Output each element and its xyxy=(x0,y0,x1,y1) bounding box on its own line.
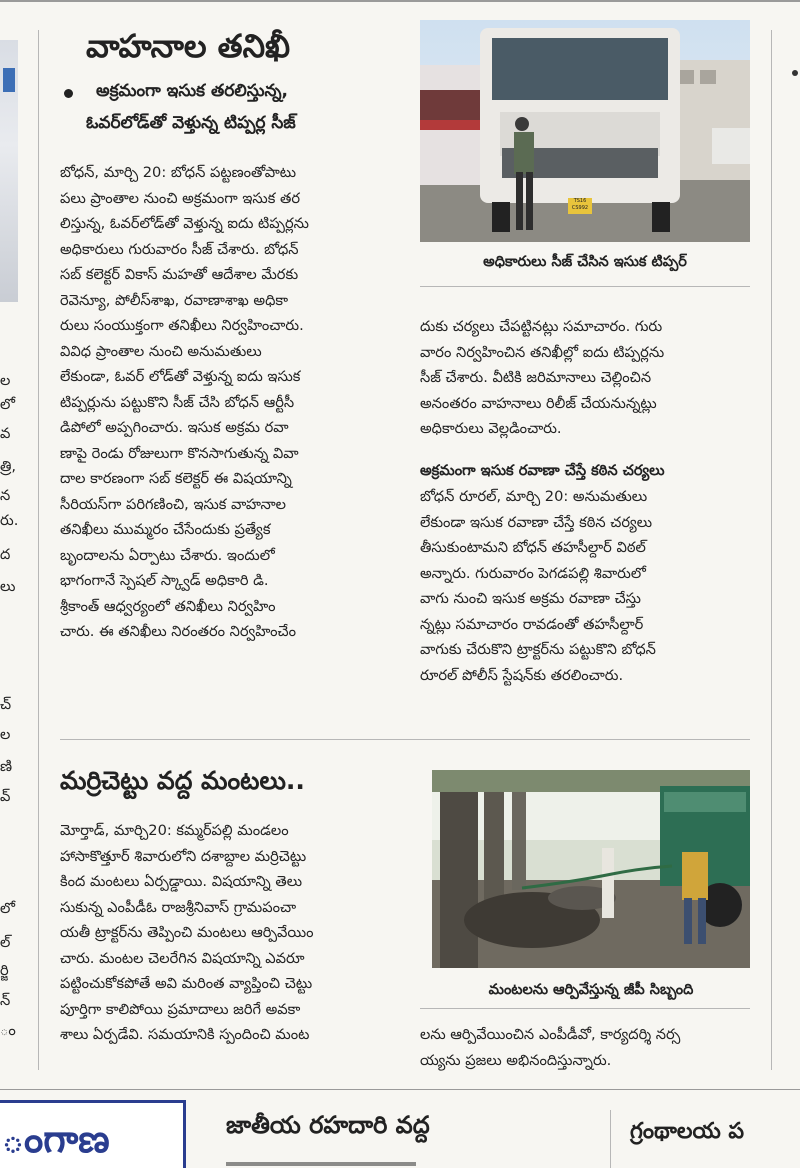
main-story-col2-b: బోధన్ రూరల్, మార్చి 20: అనుమతులు లేకుండా ఇసుక రవాణా చేస్తే కఠిన చర్యలు తీసుకుంటామని బోధన్ తహసీల్దార్ విఠల్ అన్నారు. గురువారం పెగడపల్లి శివారులో వాగు నుంచి ఇసుక అక్రమ రవాణా చేస్తు న్నట్లు సమాచారం రావడంతో తహసీల్దార్ వాగుకు చేరుకొని ట్రాక్టర్‌ను పట్టుకొని బోధన్ రూరల్ పోలీస్ స్టేషన్‌కు తరలించారు. xyxy=(420,488,656,684)
top-rule xyxy=(0,0,800,2)
left-fragment: ణి xyxy=(0,758,13,775)
tipper-photo-caption: అధికారులు సీజ్ చేసిన ఇసుక టిప్పర్ xyxy=(483,254,687,270)
left-fragment: ల్ xyxy=(0,934,11,951)
left-fragment: రు. xyxy=(0,512,19,529)
banyan-fire-illustration xyxy=(432,770,750,968)
caption-rule xyxy=(420,286,750,287)
left-fragment: త్రి, xyxy=(0,458,17,475)
left-fragment: వ్ xyxy=(0,788,11,805)
left-fragment: ద xyxy=(0,546,11,563)
masthead-logo xyxy=(0,1100,186,1168)
column-rule-right xyxy=(771,30,772,1070)
story-separator xyxy=(60,739,750,740)
banyan-fire-photo xyxy=(432,770,750,968)
fire-photo-caption: మంటలను ఆర్పివేస్తున్న జీపీ సిబ్బంది xyxy=(488,982,694,998)
left-fragment: న xyxy=(0,487,11,504)
column-rule-left xyxy=(38,30,39,1070)
left-fragment: న్ xyxy=(0,992,11,1009)
bottom-headline-mid-clipped-line xyxy=(226,1152,426,1168)
truck-plate: TS16 CS992 xyxy=(571,198,589,211)
tipper-truck-photo xyxy=(420,20,750,242)
right-clipped-column xyxy=(790,30,800,1070)
left-fragment: వ xyxy=(0,425,11,442)
left-fragment: చ్ xyxy=(0,696,12,713)
bottom-separator xyxy=(0,1089,800,1090)
bottom-headline-mid: జాతీయ రహదారి వద్ద xyxy=(226,1111,430,1139)
left-fragment: లో xyxy=(0,396,16,413)
masthead-logo-text: ంగాణ xyxy=(2,1117,110,1161)
second-story-body: మోర్తాడ్, మార్చి20: కమ్మర్‌పల్లి మండలం హాసాకొత్తూర్ శివారులోని దశాబ్దాల మర్రిచెట్టు కింద మంటలు ఏర్పడ్డాయి. విషయాన్ని తెలు సుకున్న ఎంపీడీఓ రాజశ్రీనివాస్ గ్రామపంచా యతీ ట్రాక్టర్‌ను తెప్పించి మంటలు ఆర్పివేయిం చారు. మంటల చెలరేగిన విషయాన్ని ఎవరూ పట్టించుకోకపోతే అవి మరింత వ్యాప్తించి చెట్టు పూర్తిగా కాలిపోయి ప్రమాదాలు జరిగే అవకా శాలు ఏర్పడేవి. సమయానికి స్పందించి మంట xyxy=(60,822,314,1043)
left-clipped-photo xyxy=(0,40,18,302)
left-fragment: లు xyxy=(0,578,16,595)
left-fragment: ర్జి xyxy=(0,962,9,979)
bullet-line: అక్రమంగా ఇసుక తరలిస్తున్న, xyxy=(96,81,289,101)
bullet-dot-icon xyxy=(64,89,73,98)
left-fragment: ల xyxy=(0,372,11,389)
main-story-subhead: అక్రమంగా ఇసుక రవాణా చేస్తే కఠిన చర్యలు xyxy=(420,462,665,479)
main-headline: వాహనాల తనిఖీ xyxy=(86,27,291,65)
left-fragment: లో xyxy=(0,900,16,917)
second-headline: మర్రిచెట్టు వద్ద మంటలు.. xyxy=(60,766,305,795)
left-fragment: ల xyxy=(0,726,11,743)
main-story-col1: బోధన్, మార్చి 20: బోధన్ పట్టణంతోపాటు పలు ప్రాంతాల నుంచి అక్రమంగా ఇసుక తర లిస్తున్న, ఓవర్‌లోడ్‌తో వెళ్తున్న ఐదు టిప్పర్లను అధికారులు గురువారం సీజ్ చేశారు. బోధన్ సబ్ కలెక్టర్ వికాస్ మహతో ఆదేశాల మేరకు రెవెన్యూ, పోలీస్‌శాఖ, రవాణాశాఖ అధికా రులు సంయుక్తంగా తనిఖీలు నిర్వహించారు. వివిధ ప్రాంతాల నుంచి అనుమతులు లేకుండా, ఓవర్ లోడ్‌తో వెళ్తున్న ఐదు ఇసుక టిప్పర్లును పట్టుకొని సీజ్ చేసి బోధన్ ఆర్టీసీ డిపోలో అప్పగించారు. ఇసుక అక్రమ రవా ణాపై రెండు రోజులుగా కొనసాగుతున్న వివా దాల కారణంగా సబ్ కలెక్టర్ ఈ విషయాన్ని సీరియస్‌గా పరిగణించి, ఇసుక వాహనాల తనిఖీలు ముమ్మరం చేసేందుకు ప్రత్యేక బృందాలను ఏర్పాటు చేశారు. ఇందులో భాగంగానే స్పెషల్ స్క్వాడ్ అధికారి డి. శ్రీకాంత్ ఆధ్వర్యంలో తనిఖీలు నిర్వహిం చారు. ఈ తనిఖీలు నిరంతరం నిర్వహించేం xyxy=(60,164,309,640)
fire-caption-rule xyxy=(420,1008,750,1009)
left-fragment: ం xyxy=(0,1022,16,1039)
bottom-column-rule xyxy=(610,1110,611,1168)
main-story-col2: దుకు చర్యలు చేపట్టినట్లు సమాచారం. గురు వారం నిర్వహించిన తనిఖీల్లో ఐదు టిప్పర్లను సీజ్ చేశారు. వీటికి జరిమానాలు చెల్లించిన అనంతరం వాహనాలు రిలీజ్ చేయనున్నట్లు అధికారులు వెల్లడించారు. xyxy=(420,318,665,437)
bottom-headline-right: గ్రంథాలయ ప xyxy=(630,1119,745,1144)
second-story-continuation: లను ఆర్పివేయించిన ఎంపీడీవో, కార్యదర్శి నర్స య్యను ప్రజలు అభినందిస్తున్నారు. xyxy=(420,1026,681,1069)
bullet-line: ఓవర్‌లోడ్‌తో వెళ్తున్న టిప్పర్ల సీజ్ xyxy=(86,113,296,133)
